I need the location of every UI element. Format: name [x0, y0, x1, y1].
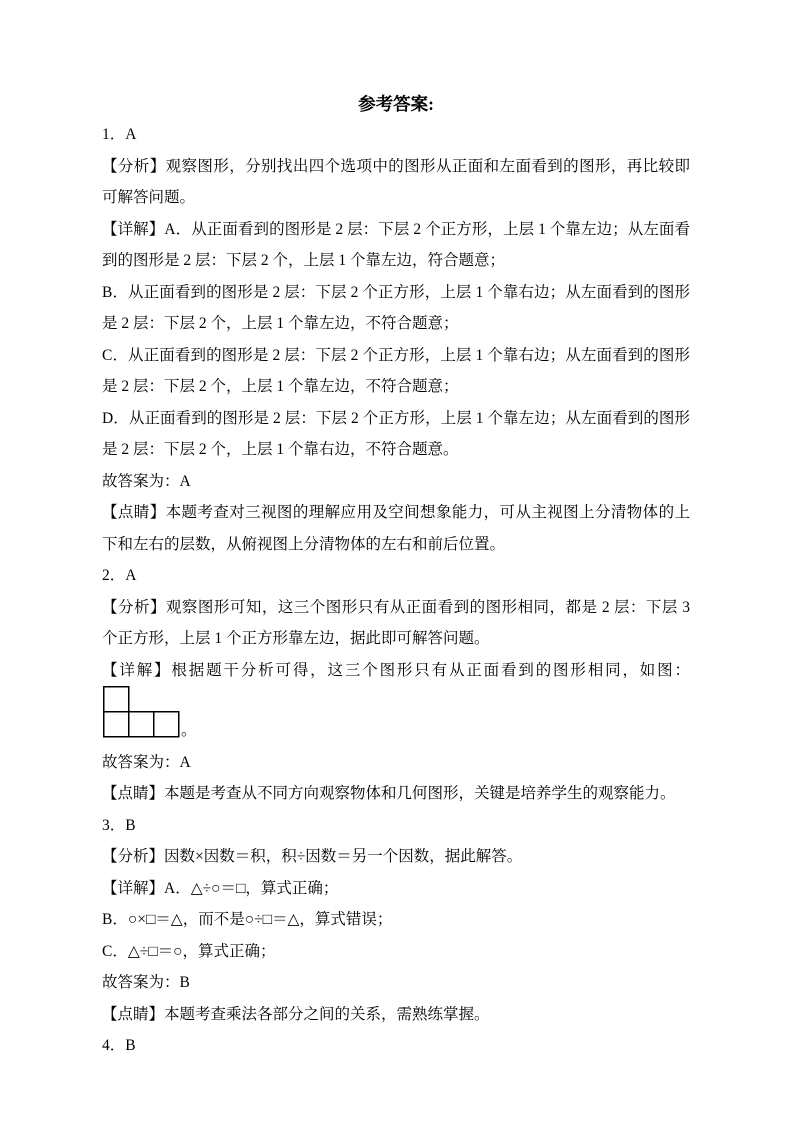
- q3-analysis: 【分析】因数×因数＝积，积÷因数＝另一个因数，据此解答。: [102, 848, 523, 865]
- q1-detail-option-d: D．从正面看到的图形是 2 层：下层 2 个正方形，上层 1 个靠左边；从左面看到的图形是 2 层：下层 2 个，上层 1 个靠右边，不符合题意。: [102, 409, 690, 458]
- q1-analysis: 【分析】观察图形，分别找出四个选项中的图形从正面和左面看到的图形，再比较即可解答问题。: [102, 157, 690, 206]
- q2-analysis: 【分析】观察图形可知，这三个图形只有从正面看到的图形相同，都是 2 层：下层 3 个正方形，上层 1 个正方形靠左边，据此即可解答问题。: [102, 598, 690, 647]
- q2-detail: [102, 655, 690, 747]
- q3-detail-option-c: C．△÷□＝○，算式正确；: [102, 942, 276, 960]
- q3-conclusion: 故答案为：B: [102, 974, 190, 991]
- q1-detail-option-a: 【详解】A．从正面看到的图形是 2 层：下层 2 个正方形，上层 1 个靠左边；从左面看到的图形是 2 层：下层 2 个，上层 1 个靠左边，符合题意；: [102, 220, 690, 269]
- q3-detail-option-a: 【详解】A．△÷○＝□，算式正确；: [102, 879, 339, 897]
- q3-comment: 【点睛】本题考查乘法各部分之间的关系，需熟练掌握。: [102, 1005, 490, 1023]
- q3-answer: 3．B: [102, 816, 136, 834]
- q1-detail-option-b: B．从正面看到的图形是 2 层：下层 2 个正方形，上层 1 个靠右边；从左面看到的图形是 2 层：下层 2 个，上层 1 个靠左边，不符合题意；: [102, 283, 690, 332]
- q1-answer: 1．A: [102, 126, 137, 143]
- q4-answer: 4．B: [102, 1037, 136, 1054]
- q1-detail-option-c: C．从正面看到的图形是 2 层：下层 2 个正方形，上层 1 个靠右边；从左面看到的图形是 2 层：下层 2 个，上层 1 个靠左边，不符合题意；: [102, 346, 690, 395]
- q2-comment: 【点睛】本题是考查从不同方向观察物体和几何图形，关键是培养学生的观察能力。: [102, 785, 676, 802]
- q2-answer: 2．A: [102, 567, 137, 584]
- page-title: 参考答案:: [358, 94, 434, 114]
- q2-detail-period: 。: [181, 722, 197, 739]
- q1-conclusion: 故答案为：A: [102, 472, 191, 490]
- q3-detail-option-b: B．○×□＝△，而不是○÷□＝△，算式错误；: [102, 911, 393, 928]
- block-squares-figure: [103, 686, 180, 738]
- q1-comment: 【点睛】本题考查对三视图的理解应用及空间想象能力，可从主视图上分清物体的上下和左右的层数，从俯视图上分清物体的左右和前后位置。: [102, 504, 690, 553]
- q2-conclusion: 故答案为：A: [102, 753, 191, 771]
- q2-detail-text: 【详解】根据题干分析可得，这三个图形只有从正面看到的图形相同，如图：: [102, 661, 690, 679]
